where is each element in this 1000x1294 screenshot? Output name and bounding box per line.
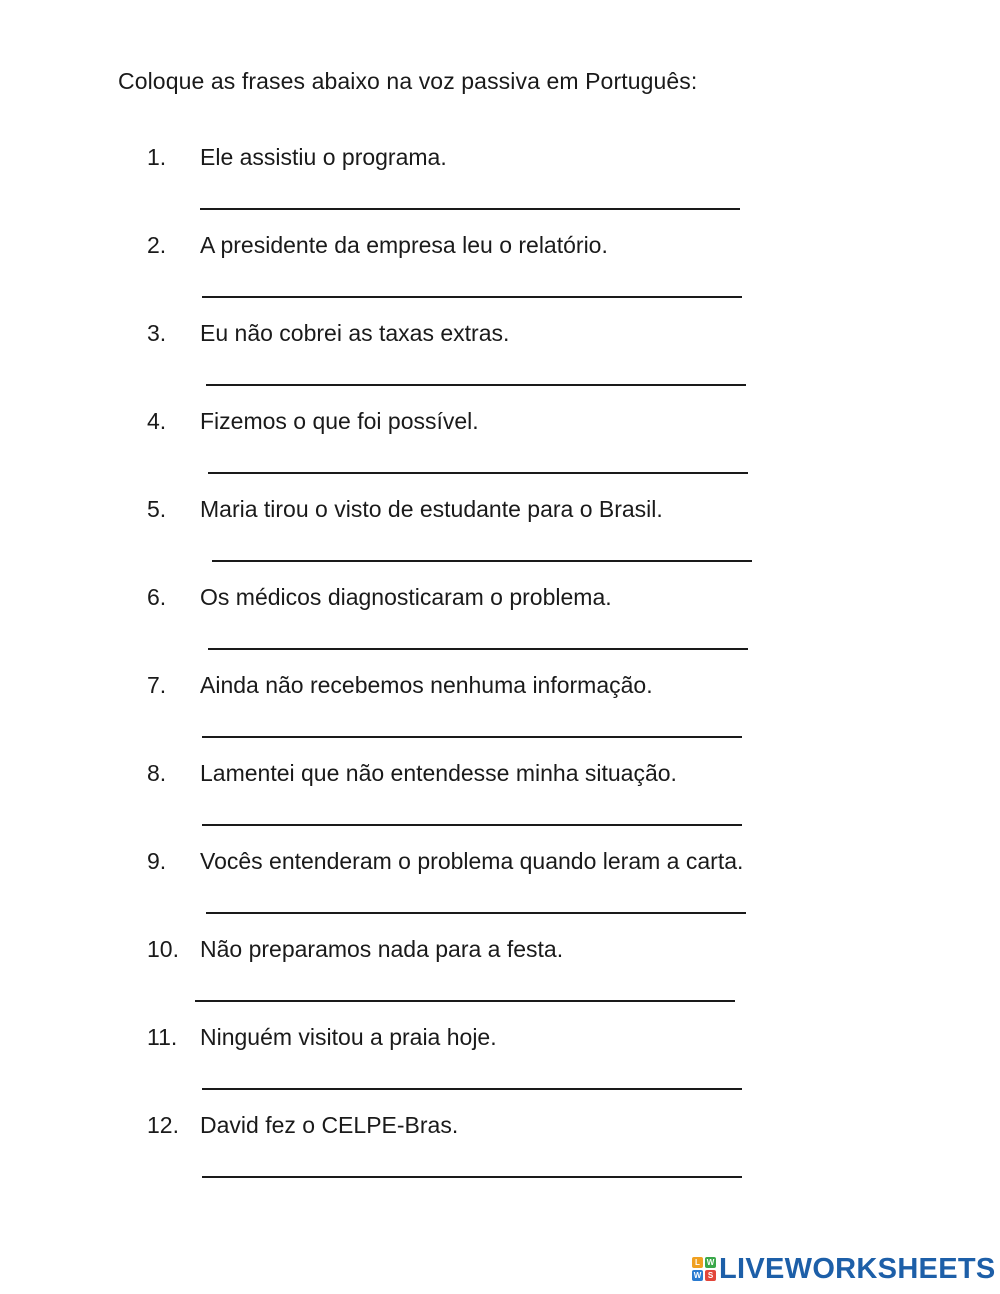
item-number: 8. <box>147 760 167 786</box>
logo-mark-icon: L W W S <box>693 1258 715 1280</box>
answer-line[interactable] <box>206 912 746 914</box>
exercise-item <box>0 584 1000 672</box>
answer-line[interactable] <box>208 648 748 650</box>
item-sentence: David fez o CELPE-Bras. <box>200 1112 459 1138</box>
item-number: 1. <box>147 144 167 170</box>
exercise-item <box>0 320 1000 408</box>
exercise-item <box>0 936 1000 1024</box>
answer-line[interactable] <box>202 824 742 826</box>
item-number: 3. <box>147 320 167 346</box>
item-number: 7. <box>147 672 167 698</box>
exercise-item <box>0 848 1000 936</box>
instruction-heading: Coloque as frases abaixo na voz passiva em Português: <box>118 68 698 94</box>
item-number: 9. <box>147 848 167 874</box>
item-number: 2. <box>147 232 167 258</box>
item-number: 6. <box>147 584 167 610</box>
exercise-item <box>0 232 1000 320</box>
item-sentence: Ele assistiu o programa. <box>200 144 447 170</box>
item-sentence: Eu não cobrei as taxas extras. <box>200 320 510 346</box>
item-number: 5. <box>147 496 167 522</box>
exercise-item <box>0 1024 1000 1112</box>
liveworksheets-logo[interactable] <box>692 1254 996 1284</box>
item-sentence: Maria tirou o visto de estudante para o Brasil. <box>200 496 663 522</box>
item-sentence: Os médicos diagnosticaram o problema. <box>200 584 612 610</box>
answer-line[interactable] <box>202 736 742 738</box>
item-number: 11. <box>147 1024 178 1050</box>
item-sentence: Vocês entenderam o problema quando leram a carta. <box>200 848 744 874</box>
answer-line[interactable] <box>202 296 742 298</box>
item-sentence: Ninguém visitou a praia hoje. <box>200 1024 497 1050</box>
item-number: 4. <box>147 408 167 434</box>
exercise-item <box>0 496 1000 584</box>
answer-line[interactable] <box>202 1088 742 1090</box>
exercise-item <box>0 408 1000 496</box>
answer-line[interactable] <box>206 384 746 386</box>
answer-line[interactable] <box>200 208 740 210</box>
exercise-item <box>0 672 1000 760</box>
answer-line[interactable] <box>208 472 748 474</box>
exercise-item <box>0 760 1000 848</box>
logo-text: LIVEWORKSHEETS <box>719 1252 996 1285</box>
item-number: 12. <box>147 1112 179 1138</box>
item-sentence: Fizemos o que foi possível. <box>200 408 479 434</box>
answer-line[interactable] <box>195 1000 735 1002</box>
exercise-item <box>0 144 1000 232</box>
item-sentence: Lamentei que não entendesse minha situação. <box>200 760 677 786</box>
exercise-item <box>0 1112 1000 1200</box>
item-sentence: Ainda não recebemos nenhuma informação. <box>200 672 653 698</box>
item-number: 10. <box>147 936 179 962</box>
answer-line[interactable] <box>212 560 752 562</box>
answer-line[interactable] <box>202 1176 742 1178</box>
item-sentence: Não preparamos nada para a festa. <box>200 936 564 962</box>
item-sentence: A presidente da empresa leu o relatório. <box>200 232 608 258</box>
